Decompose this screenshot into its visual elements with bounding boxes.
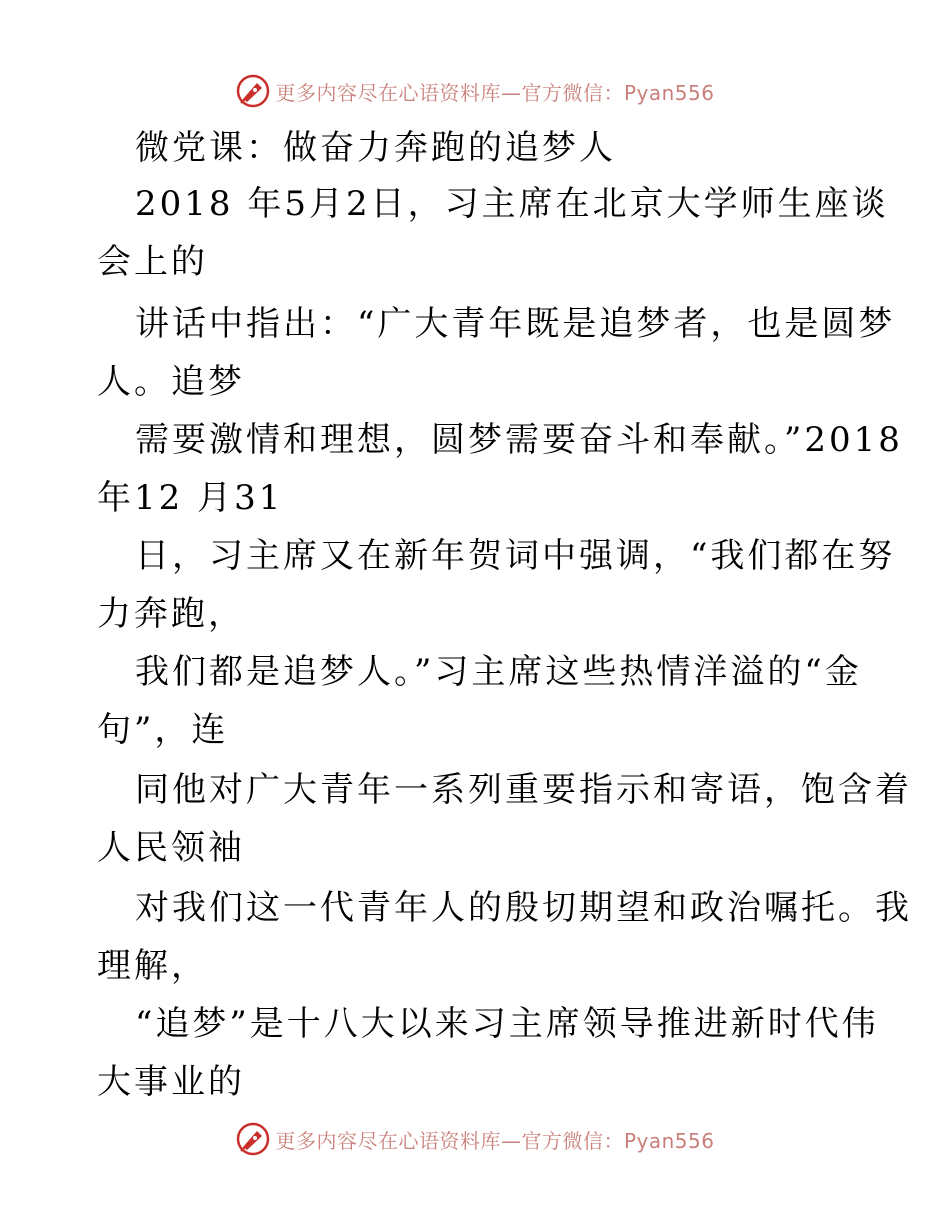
text-line: 讲话中指出：“广大青年既是追梦者，也是圆梦: [135, 304, 896, 344]
document-title: 微党课：做奋力奔跑的追梦人: [135, 128, 616, 168]
text-line: 对我们这一代青年人的殷切期望和政治嘱托。我: [135, 888, 912, 928]
text-line: 理解，: [97, 946, 208, 986]
watermark-text: 更多内容尽在心语资料库—官方微信：Pyan556: [275, 80, 715, 105]
text-line: 大事业的: [97, 1062, 245, 1102]
text-line: 人民领袖: [97, 828, 245, 868]
text-line: 同他对广大青年一系列重要指示和寄语，饱含着: [135, 770, 912, 810]
watermark-text: 更多内容尽在心语资料库—官方微信：Pyan556: [275, 1128, 715, 1153]
text-line: 会上的: [97, 242, 208, 282]
header-watermark: [0, 71, 950, 111]
text-line: 人。追梦: [97, 362, 245, 402]
pen-nib-logo-icon: [235, 1121, 271, 1157]
text-line: 句”，连: [97, 710, 229, 750]
text-line: 力奔跑，: [97, 594, 245, 634]
text-line: 需要激情和理想，圆梦需要奋斗和奉献。”2018: [135, 420, 903, 460]
text-line: 日，习主席又在新年贺词中强调，“我们都在努: [135, 536, 896, 576]
text-line: 2018 年5月2日，习主席在北京大学师生座谈: [135, 184, 889, 224]
footer-watermark: [0, 1119, 950, 1159]
pen-nib-logo-icon: [235, 73, 271, 109]
text-line: 年12 月31: [97, 478, 284, 518]
text-line: “追梦”是十八大以来习主席领导推进新时代伟: [135, 1004, 879, 1044]
text-line: 我们都是追梦人。”习主席这些热情洋溢的“金: [135, 652, 862, 692]
